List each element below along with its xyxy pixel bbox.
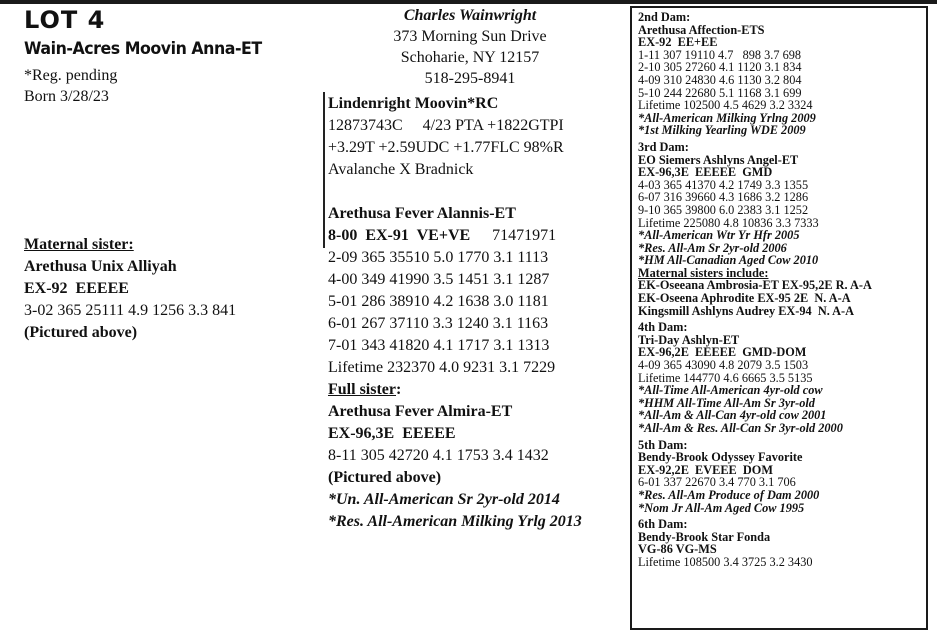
second-dam-award: *1st Milking Yearling WDE 2009 — [638, 123, 806, 138]
dam-record: 2-09 365 35510 5.0 1770 3.1 1113 — [328, 249, 549, 266]
sire-line-1: 12873743C 4/23 PTA +1822GTPI — [328, 117, 564, 134]
fifth-dam-record: 6-01 337 22670 3.4 770 3.1 706 — [638, 475, 796, 490]
sixth-dam-name: Bendy-Brook Star Fonda — [638, 529, 771, 544]
full-sister-classification: EX-96,3E EEEEE — [328, 425, 456, 442]
owner-block — [320, 5, 620, 89]
maternal-sister-note: (Pictured above) — [24, 324, 138, 341]
maternal-sister-classification: EX-92 EEEEE — [24, 280, 129, 297]
third-dam-award: *HM All-Canadian Aged Cow 2010 — [638, 253, 819, 268]
owner-address: 373 Morning Sun Drive — [393, 28, 547, 45]
third-dam-heading: 3rd Dam: — [638, 139, 689, 154]
maternal-sister-entry: EK-Oseeana Ambrosia-ET EX-95,2E R. A-A — [638, 278, 872, 293]
full-sister-award: *Res. All-American Milking Yrlg 2013 — [328, 513, 582, 530]
fourth-dam-award: *HHM All-Time All-Am Sr 3yr-old — [638, 395, 815, 410]
second-dam-record: 4-09 310 24830 4.6 1130 3.2 804 — [638, 72, 802, 87]
maternal-sister-heading: Maternal sister: — [24, 236, 134, 253]
fourth-dam-award: *All-Time All-American 4yr-old cow — [638, 383, 823, 398]
dam-id: 71471971 — [492, 227, 557, 244]
dam-record: 7-01 343 41820 4.1 1717 3.1 1313 — [328, 337, 550, 354]
sixth-dam-heading: 6th Dam: — [638, 517, 688, 532]
full-sister-note: (Pictured above) — [328, 469, 442, 486]
dam-classification: 8-00 EX-91 VE+VE — [328, 227, 471, 244]
maternal-sister-entry: Kingsmill Ashlyns Audrey EX-94 N. A-A — [638, 303, 855, 318]
dam-name: Arethusa Fever Alannis-ET — [328, 205, 516, 222]
pedigree-box — [630, 6, 928, 630]
maternal-sister-section — [24, 234, 236, 344]
fourth-dam-award: *All-Am & Res. All-Can Sr 3yr-old 2000 — [638, 421, 843, 435]
birth-date: Born 3/28/23 — [24, 88, 109, 105]
third-dam-lifetime: Lifetime 225080 4.8 10836 3.3 7333 — [638, 215, 819, 230]
dam-record: 6-01 267 37110 3.3 1240 3.1 1163 — [328, 315, 549, 332]
sire-dam-section — [328, 93, 582, 533]
fifth-dam-classification: EX-92,2E EVEEE DOM — [638, 462, 773, 477]
maternal-sisters-heading: Maternal sisters include: — [638, 265, 769, 280]
fourth-dam-award: *All-Am & All-Can 4yr-old cow 2001 — [638, 408, 827, 423]
third-dam-record: 6-07 316 39660 4.3 1686 3.2 1286 — [638, 190, 809, 205]
second-dam-record: 5-10 244 22680 5.1 1168 3.1 699 — [638, 85, 802, 100]
sixth-dam-lifetime: Lifetime 108500 3.4 3725 3.2 3430 — [638, 554, 813, 569]
full-sister-award: *Un. All-American Sr 2yr-old 2014 — [328, 491, 560, 508]
registration-status: *Reg. pending — [24, 67, 118, 84]
fourth-dam-name: Tri-Day Ashlyn-ET — [638, 332, 740, 347]
lot-number: LOT 4 — [24, 6, 106, 34]
third-dam-name: EO Siemers Ashlyns Angel-ET — [638, 152, 799, 167]
second-dam-heading: 2nd Dam: — [638, 10, 691, 24]
sire-line-2: +3.29T +2.59UDC +1.77FLC 98%R — [328, 139, 564, 156]
dam-record: 4-00 349 41990 3.5 1451 3.1 1287 — [328, 271, 550, 288]
sixth-dam-classification: VG-86 VG-MS — [638, 542, 717, 557]
full-sister-heading: Full sister: — [328, 381, 402, 398]
maternal-sister-name: Arethusa Unix Alliyah — [24, 258, 177, 275]
animal-name: Wain-Acres Moovin Anna-ET — [24, 39, 262, 59]
fourth-dam-heading: 4th Dam: — [638, 320, 688, 335]
second-dam-name: Arethusa Affection-ETS — [638, 22, 765, 37]
fourth-dam-classification: EX-96,2E EEEEE GMD-DOM — [638, 345, 807, 360]
maternal-sister-entry: EK-Oseena Aphrodite EX-95 2E N. A-A — [638, 291, 851, 306]
sire-line-3: Avalanche X Bradnick — [328, 161, 474, 178]
owner-name: Charles Wainwright — [403, 7, 537, 24]
owner-city: Schoharie, NY 12157 — [400, 49, 540, 66]
fifth-dam-name: Bendy-Brook Odyssey Favorite — [638, 450, 803, 465]
dam-record: 5-01 286 38910 4.2 1638 3.0 1181 — [328, 293, 549, 310]
pedigree-bracket-line — [323, 92, 325, 248]
third-dam-classification: EX-96,3E EEEEE GMD — [638, 165, 773, 180]
second-dam-record: 2-10 305 27260 4.1 1120 3.1 834 — [638, 60, 802, 75]
fifth-dam-heading: 5th Dam: — [638, 437, 688, 452]
full-sister-record: 8-11 305 42720 4.1 1753 3.4 1432 — [328, 447, 549, 464]
fourth-dam-lifetime: Lifetime 144770 4.6 6665 3.5 5135 — [638, 370, 813, 385]
third-dam-award: *All-American Wtr Yr Hfr 2005 — [638, 228, 800, 243]
third-dam-record: 9-10 365 39800 6.0 2383 3.1 1252 — [638, 202, 809, 217]
sire-name: Lindenright Moovin*RC — [328, 95, 499, 112]
top-rule — [0, 0, 937, 4]
second-dam-lifetime: Lifetime 102500 4.5 4629 3.2 3324 — [638, 98, 813, 113]
second-dam-award: *All-American Milking Yrlng 2009 — [638, 110, 816, 125]
second-dam-classification: EX-92 EE+EE — [638, 35, 718, 50]
fifth-dam-award: *Res. All-Am Produce of Dam 2000 — [638, 487, 820, 502]
owner-phone: 518-295-8941 — [424, 70, 516, 87]
third-dam-record: 4-03 365 41370 4.2 1749 3.3 1355 — [638, 177, 809, 192]
fourth-dam-record: 4-09 365 43090 4.8 2079 3.5 1503 — [638, 358, 809, 373]
fifth-dam-award: *Nom Jr All-Am Aged Cow 1995 — [638, 500, 805, 515]
dam-lifetime: Lifetime 232370 4.0 9231 3.1 7229 — [328, 359, 556, 376]
second-dam-record: 1-11 307 19110 4.7 898 3.7 698 — [638, 47, 802, 62]
maternal-sister-record: 3-02 365 25111 4.9 1256 3.3 841 — [24, 302, 237, 319]
third-dam-award: *Res. All-Am Sr 2yr-old 2006 — [638, 240, 787, 255]
full-sister-name: Arethusa Fever Almira-ET — [328, 403, 513, 420]
dam-classification-row — [328, 225, 582, 247]
